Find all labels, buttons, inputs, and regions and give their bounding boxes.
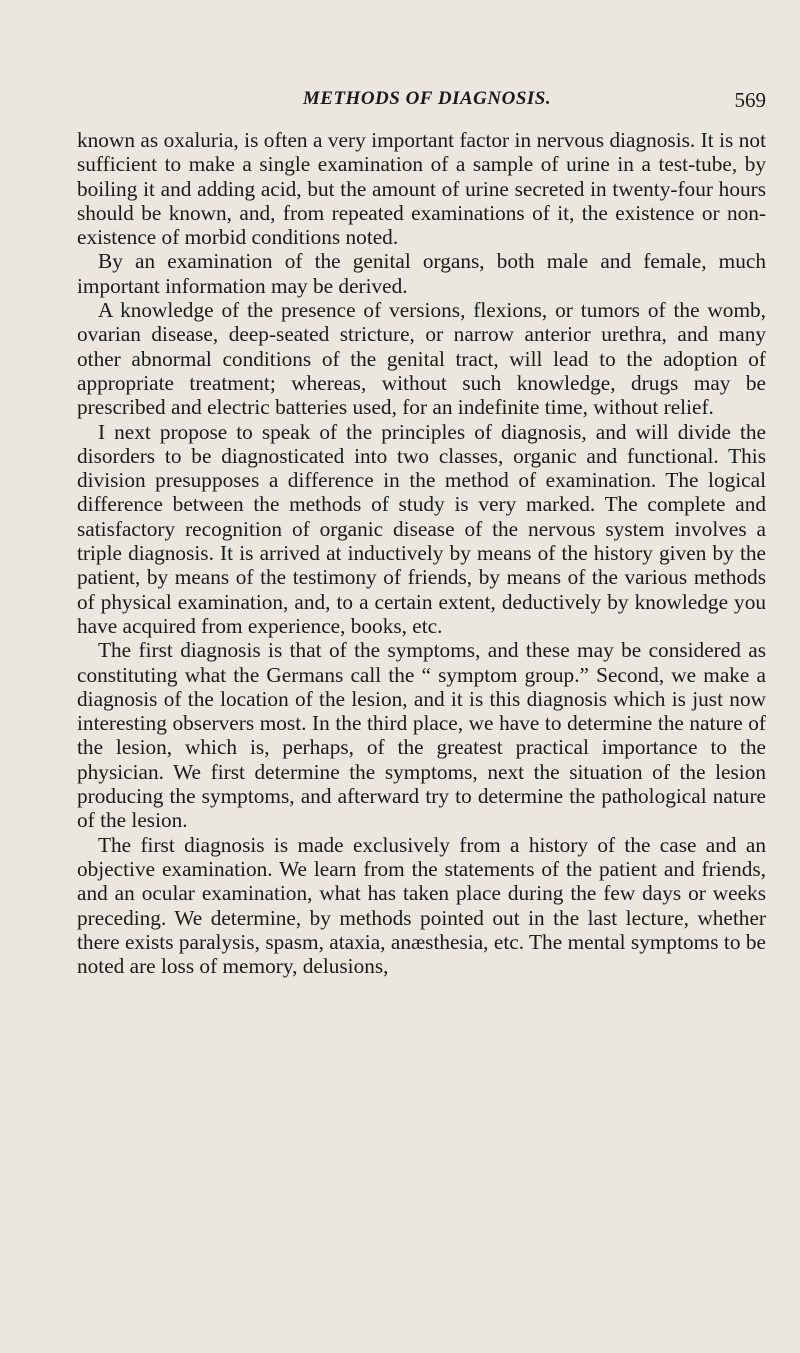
running-title: METHODS OF DIAGNOSIS. — [302, 88, 552, 109]
paragraph-continuation: known as oxaluria, is often a very important factor in nervous diagnosis. It is not sufficient to make a single examination of a sample of urine in a test-tube, by boiling it and adding acid, but the amount of urine secreted in twenty-four hours should be known, and, from repeated examinations of it, the existence or non-existence of morbid conditions noted. — [77, 128, 766, 250]
page-number: 569 — [734, 88, 766, 112]
paragraph: The first diagnosis is that of the symptoms, and these may be considered as constituting what the Germans call the “ symptom group.” Second, we make a diagnosis of the location of the lesion, and it is this diagnosis which is just now interesting observers most. In the third place, we have to determine the nature of the lesion, which is, perhaps, of the greatest practical importance to the physician. We first determine the symptoms, next the situation of the lesion producing the symptoms, and afterward try to determine the pathological nature of the lesion. — [77, 638, 766, 833]
paragraph: The first diagnosis is made exclusively from a history of the case and an objective examination. We learn from the statements of the patient and friends, and an ocular examination, what has taken place during the few days or weeks preceding. We determine, by methods pointed out in the last lecture, whether there exists paralysis, spasm, ataxia, anæsthesia, etc. The mental symptoms to be noted are loss of memory, delusions, — [77, 832, 766, 979]
page-header — [77, 88, 777, 114]
body-text — [77, 128, 766, 978]
paragraph: I next propose to speak of the principles of diagnosis, and will divide the disorders to be diagnosticated into two classes, organic and functional. This division presupposes a difference in the method of examination. The logical difference between the methods of study is very marked. The complete and satisfactory recognition of organic disease of the nervous system involves a triple diagnosis. It is arrived at inductively by means of the history given by the patient, by means of the testimony of friends, by means of the various methods of physical examination, and, to a certain extent, deductively by knowledge you have acquired from experience, books, etc. — [77, 419, 766, 638]
paragraph: A knowledge of the presence of versions, flexions, or tumors of the womb, ovarian disease, deep-seated stricture, or narrow anterior urethra, and many other abnormal conditions of the genital tract, will lead to the adoption of appropriate treatment; whereas, without such knowledge, drugs may be prescribed and electric batteries used, for an indefinite time, without relief. — [77, 298, 766, 420]
paragraph: By an examination of the genital organs, both male and female, much important information may be derived. — [77, 249, 766, 298]
